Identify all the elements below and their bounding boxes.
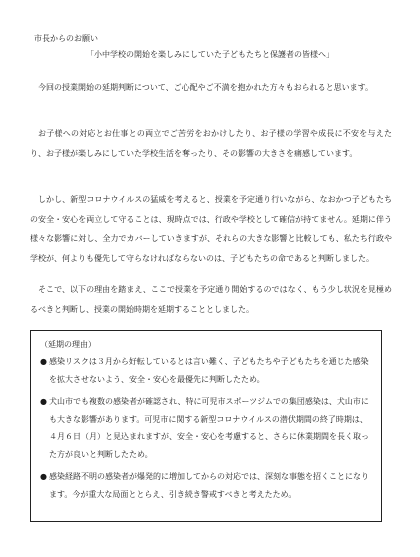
reason-text: 犬山市でも複数の感染者が確認され、特に可児市スポーツジムでの集団感染は、犬山市にも大きな影響があります。可児市に関する新型コロナウイルスの潜伏期間の終了時期は、４月６日（月）と見込まれますが、安全・安心を考慮すると、さらに休業期間を長く取った方が良いと判断したため。 — [49, 397, 369, 459]
bullet-icon: ● — [40, 397, 47, 406]
reason-text: 感染リスクは３月から好転しているとは言い難く、子どもたちや子どもたちを通じた感染を拡大させないよう、安全・安心を最優先に判断したため。 — [49, 357, 369, 384]
paragraph: お子様への対応とお仕事との両立でご苦労をおかけしたり、お子様の学習や成長に不安を与えたり、お子様が楽しみにしていた学校生活を奪ったり、その影響の大きさを痛感しています。 — [30, 129, 392, 158]
reasons-title: （延期の理由） — [40, 340, 96, 349]
document-heading: 市長からのお願い — [34, 34, 98, 43]
paragraph: しかし、新型コロナウイルスの猛威を考えると、授業を予定通り行いながら、なおかつ子どもたちの安全・安心を両立して守ることは、現時点では、行政や学校として確信が持てません。延期に伴う様々な影響に対し、全力でカバーしていきますが、それらの大きな影響と比較しても、私たち行政や学校が、何よりも優先して守らなければならないのは、子どもたちの命であると判断しました。 — [30, 195, 392, 263]
reason-item — [40, 353, 372, 388]
paragraph: そこで、以下の理由を踏まえ、ここで授業を予定通り開始するのではなく、もう少し状況を見極めるべきと判断し、授業の開始時期を延期することとしました。 — [30, 285, 392, 314]
reason-item — [40, 468, 372, 503]
reason-text: 感染経路不明の感染者が爆発的に増加してからの対応では、深刻な事態を招くことになります。今が重大な局面ととらえ、引き続き警戒すべきと考えたため。 — [49, 472, 369, 499]
paragraph: 今回の授業開始の延期判断について、ご心配やご不満を抱かれた方々もおられると思います。 — [38, 83, 374, 92]
reason-item — [40, 393, 372, 463]
bullet-icon: ● — [40, 357, 47, 366]
document-subheading: 「小中学校の開始を楽しみにしていた子どもたちと保護者の皆様へ」 — [86, 50, 334, 59]
bullet-icon: ● — [40, 472, 47, 481]
